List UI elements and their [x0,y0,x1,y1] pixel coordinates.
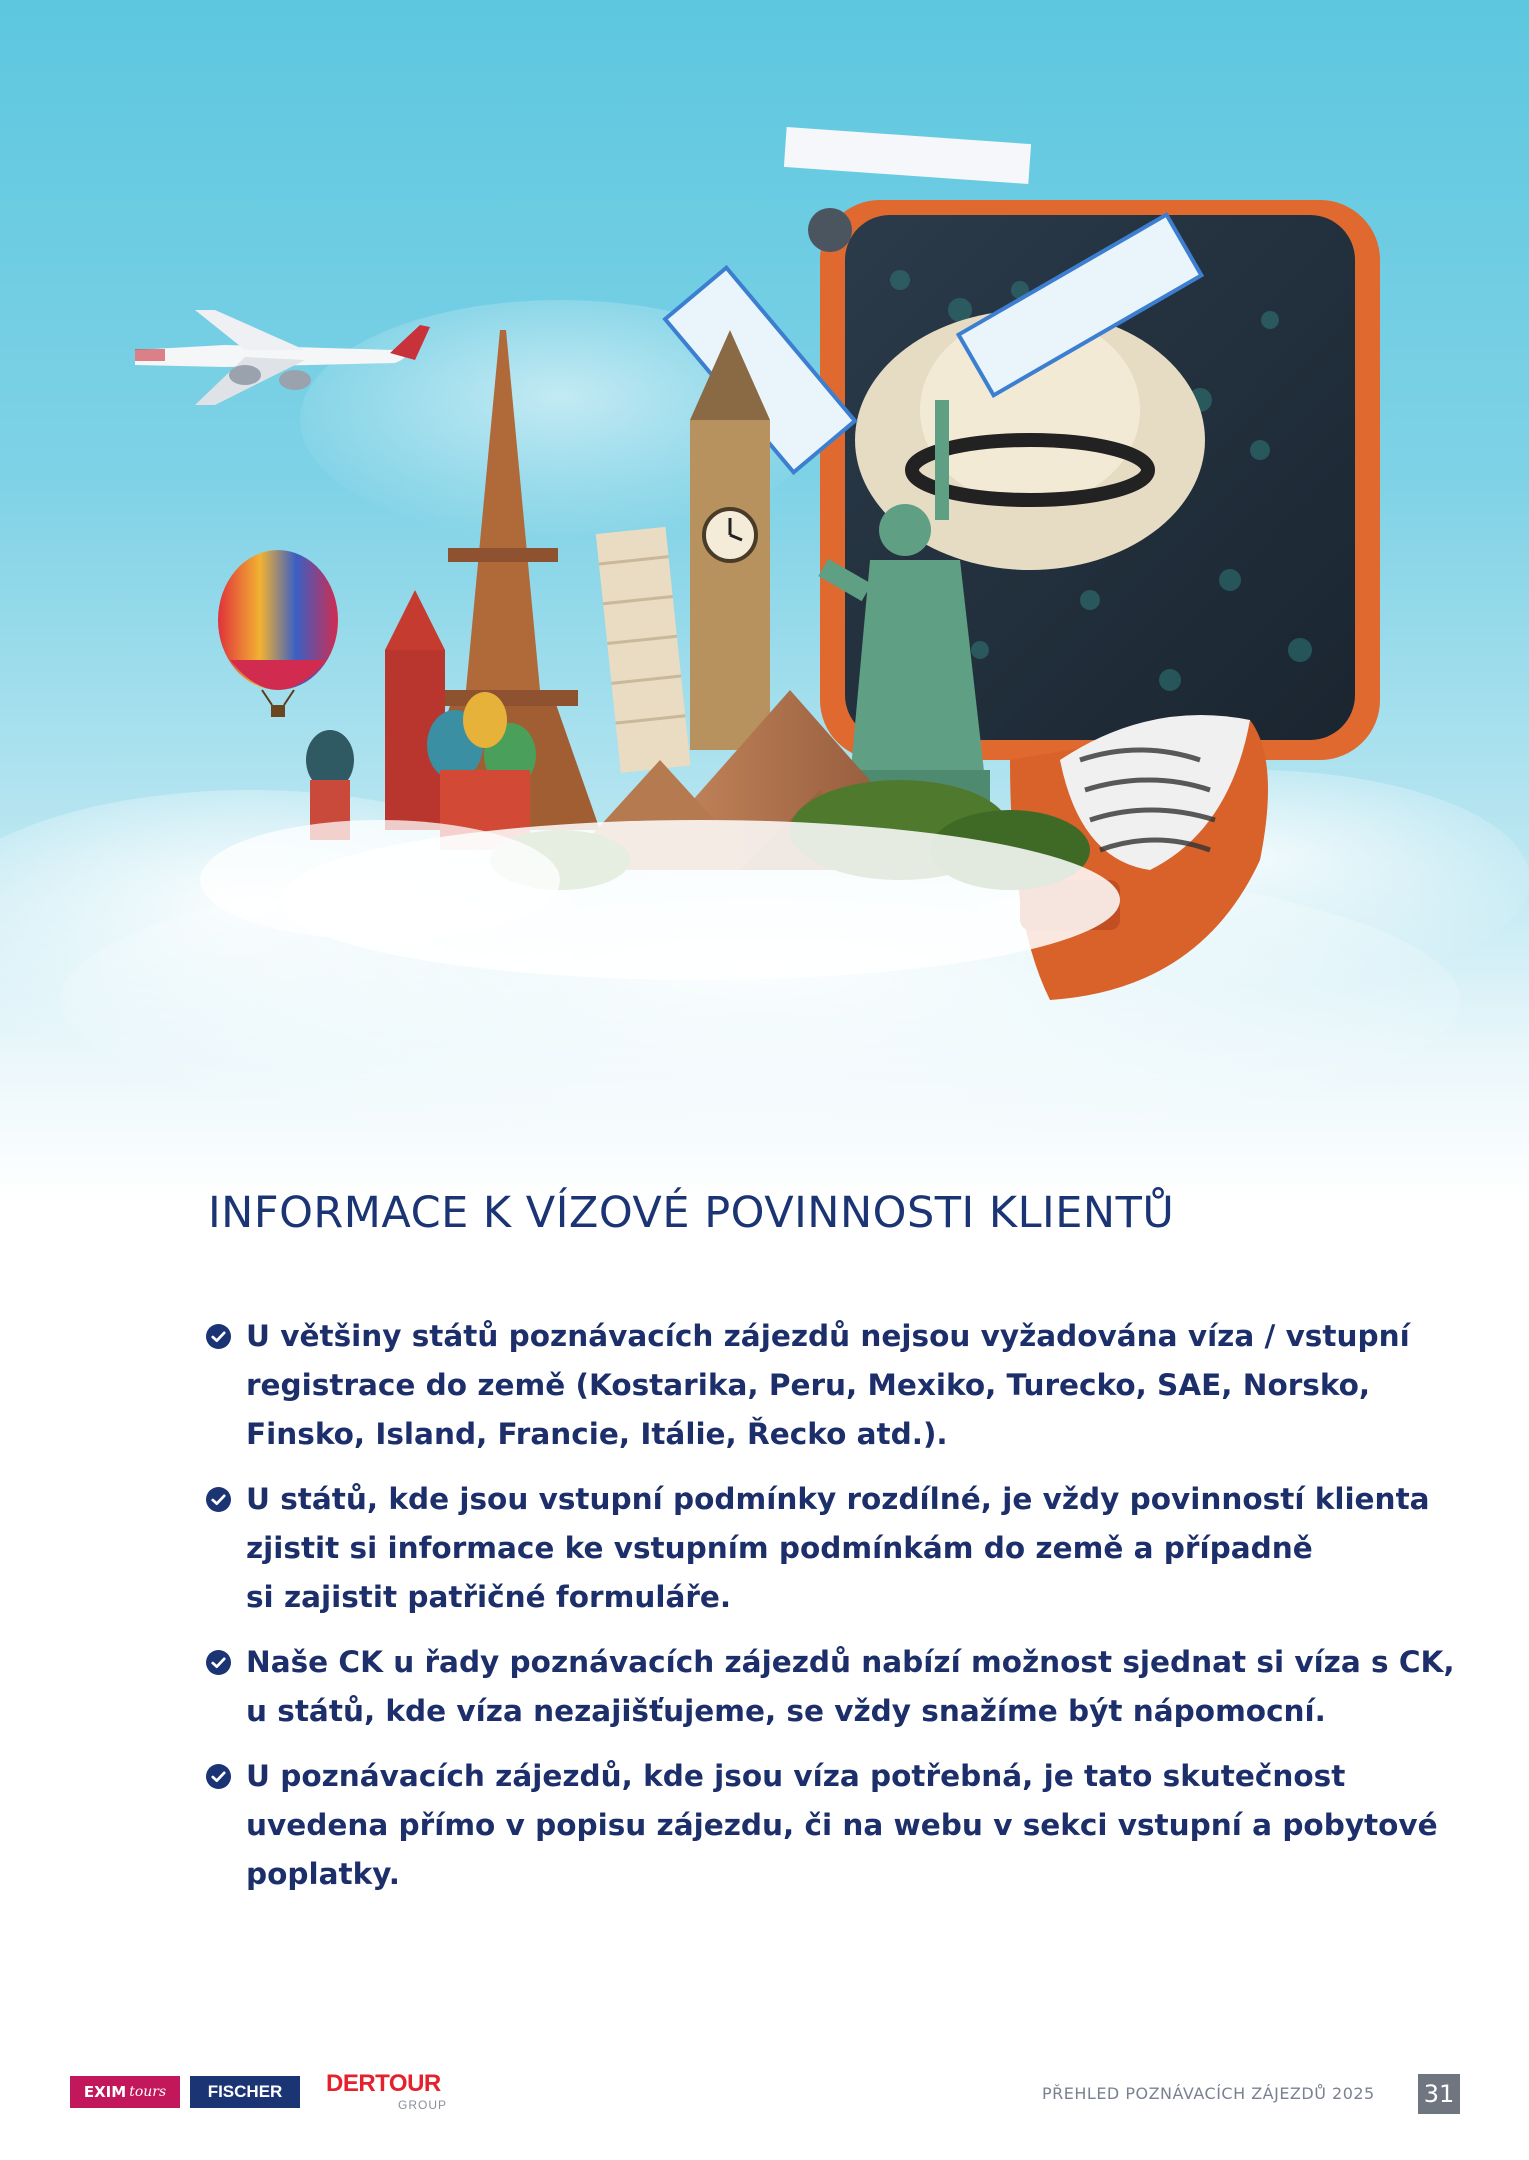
list-item [206,1312,1410,1459]
list-item-text: Finsko, Island, Francie, Itálie, Řecko atd.). [246,1417,948,1451]
list-item-text: poplatky. [246,1857,400,1891]
page-title: INFORMACE K VÍZOVÉ POVINNOSTI KLIENTŮ [208,1188,1175,1238]
fischer-logo: FISCHER [190,2076,300,2108]
check-circle-icon [206,1764,231,1789]
list-item-text: Naše CK u řady poznávacích zájezdů nabízí možnost sjednat si víza s CK, [246,1645,1455,1679]
list-item-text: U poznávacích zájezdů, kde jsou víza potřebná, je tato skutečnost [246,1759,1346,1793]
dertour-group-logo: DERTOUR GROUP [326,2070,448,2112]
list-item-text: U států, kde jsou vstupní podmínky rozdílné, je vždy povinností klienta [246,1482,1430,1516]
hot-air-balloon [218,550,338,717]
list-item [206,1475,1430,1622]
big-ben [690,330,770,750]
list-item-text: zjistit si informace ke vstupním podmínkám do země a případně [246,1531,1313,1565]
check-circle-icon [206,1324,231,1349]
check-circle-icon [206,1487,231,1512]
visa-info-list [206,1312,1455,1915]
page-footer [0,2060,1529,2120]
list-item-text: U většiny států poznávacích zájezdů nejsou vyžadována víza / vstupní [246,1319,1410,1353]
leaning-tower-of-pisa [596,527,691,773]
page-number: 31 [1418,2074,1460,2114]
exim-tours-logo: EXIM tours [70,2076,180,2108]
list-item-text: uvedena přímo v popisu zájezdu, či na webu v sekci vstupní a pobytové [246,1808,1438,1842]
list-item [206,1638,1455,1736]
publication-title: PŘEHLED POZNÁVACÍCH ZÁJEZDŮ 2025 [1042,2084,1375,2103]
list-item [206,1752,1438,1899]
list-item-text: registrace do země (Kostarika, Peru, Mexiko, Turecko, SAE, Norsko, [246,1368,1371,1402]
list-item-text: u států, kde víza nezajišťujeme, se vždy snažíme být nápomocní. [246,1694,1326,1728]
check-circle-icon [206,1650,231,1675]
list-item-text: si zajistit patřičné formuláře. [246,1580,732,1614]
